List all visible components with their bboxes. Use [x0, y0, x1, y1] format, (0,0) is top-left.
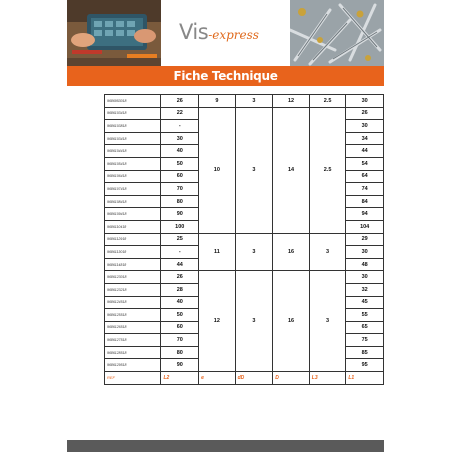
- spec-body: [105, 95, 384, 385]
- ref-cell: 9686114818: [105, 258, 161, 271]
- l1-cell: 85: [346, 346, 384, 359]
- column-label: L2: [161, 372, 199, 385]
- l3-cell: 3: [309, 233, 346, 271]
- banner-title: Fiche Technique: [67, 66, 384, 86]
- l2-cell: 25: [161, 233, 199, 246]
- ref-cell: 9686127518: [105, 334, 161, 347]
- l2-cell: -: [161, 120, 199, 133]
- e-cell: 10: [199, 107, 236, 233]
- footer-bar: [67, 440, 384, 452]
- l1-cell: 55: [346, 309, 384, 322]
- l2-cell: 30: [161, 132, 199, 145]
- ref-cell: 9686124518: [105, 296, 161, 309]
- e-cell: 11: [199, 233, 236, 271]
- d-cell: 14: [273, 107, 310, 233]
- l3-cell: 3: [309, 271, 346, 372]
- dd-cell: 3: [235, 95, 273, 108]
- footer-header-row: [105, 372, 384, 385]
- l1-cell: 65: [346, 321, 384, 334]
- ref-cell: 9686110418: [105, 220, 161, 233]
- l1-cell: 54: [346, 157, 384, 170]
- l1-cell: 34: [346, 132, 384, 145]
- l2-cell: 100: [161, 220, 199, 233]
- table-row: [105, 95, 384, 108]
- l2-cell: 50: [161, 309, 199, 322]
- l2-cell: 80: [161, 195, 199, 208]
- l2-cell: 90: [161, 208, 199, 221]
- header: [67, 0, 384, 66]
- l2-cell: 70: [161, 183, 199, 196]
- l1-cell: 94: [346, 208, 384, 221]
- e-cell: 9: [199, 95, 236, 108]
- l1-cell: 75: [346, 334, 384, 347]
- l1-cell: 26: [346, 107, 384, 120]
- dd-cell: 3: [235, 233, 273, 271]
- column-label: D: [273, 372, 310, 385]
- ref-cell: 9686125518: [105, 309, 161, 322]
- l2-cell: 50: [161, 157, 199, 170]
- ref-cell: 9686109418: [105, 208, 161, 221]
- workshop-photo: [67, 0, 161, 66]
- spec-table: [104, 94, 384, 385]
- d-cell: 16: [273, 233, 310, 271]
- ref-cell: 9686103418: [105, 107, 161, 120]
- l1-cell: 104: [346, 220, 384, 233]
- logo: [179, 20, 289, 50]
- l2-cell: 26: [161, 95, 199, 108]
- l3-cell: 2.5: [309, 107, 346, 233]
- l1-cell: 30: [346, 271, 384, 284]
- table-row: [105, 271, 384, 284]
- table-row: [105, 107, 384, 120]
- l3-cell: 2.5: [309, 95, 346, 108]
- l1-cell: 32: [346, 283, 384, 296]
- ref-cell: 9686128518: [105, 346, 161, 359]
- e-cell: 12: [199, 271, 236, 372]
- l1-cell: 44: [346, 145, 384, 158]
- l2-cell: 80: [161, 346, 199, 359]
- ref-cell: 9686104418: [105, 145, 161, 158]
- l2-cell: 26: [161, 271, 199, 284]
- column-label: L1: [346, 372, 384, 385]
- l1-cell: 30: [346, 95, 384, 108]
- l2-cell: 28: [161, 283, 199, 296]
- ref-cell: 9686123218: [105, 283, 161, 296]
- l1-cell: 48: [346, 258, 384, 271]
- l1-cell: 29: [346, 233, 384, 246]
- l2-cell: 90: [161, 359, 199, 372]
- ref-cell: 9686107418: [105, 183, 161, 196]
- logo-express: -express: [208, 28, 259, 42]
- l1-cell: 84: [346, 195, 384, 208]
- technical-sheet: [67, 0, 384, 452]
- l2-cell: -: [161, 246, 199, 259]
- ref-cell: 9686103818: [105, 120, 161, 133]
- l2-cell: 40: [161, 145, 199, 158]
- l1-cell: 45: [346, 296, 384, 309]
- column-label: e: [199, 372, 236, 385]
- l2-cell: 70: [161, 334, 199, 347]
- ref-cell: 9686103418: [105, 132, 161, 145]
- logo-vis: Vis: [179, 20, 209, 44]
- ref-cell: 9686126518: [105, 321, 161, 334]
- ref-cell: 9686113018: [105, 246, 161, 259]
- l2-cell: 60: [161, 321, 199, 334]
- l1-cell: 95: [346, 359, 384, 372]
- screws-photo: [290, 0, 384, 66]
- l1-cell: 30: [346, 246, 384, 259]
- column-label: dD: [235, 372, 273, 385]
- ref-cell: 9686106418: [105, 170, 161, 183]
- dd-cell: 3: [235, 271, 273, 372]
- l1-cell: 74: [346, 183, 384, 196]
- table-row: [105, 233, 384, 246]
- ref-cell: 9686123018: [105, 271, 161, 284]
- d-cell: 12: [273, 95, 310, 108]
- l1-cell: 30: [346, 120, 384, 133]
- ref-cell: 9686105418: [105, 157, 161, 170]
- ref-cell: 9686112918: [105, 233, 161, 246]
- column-label: L3: [309, 372, 346, 385]
- ref-cell: 9686129518: [105, 359, 161, 372]
- l2-cell: 44: [161, 258, 199, 271]
- dd-cell: 3: [235, 107, 273, 233]
- l1-cell: 64: [346, 170, 384, 183]
- ref-cell: 9686953018: [105, 95, 161, 108]
- l2-cell: 22: [161, 107, 199, 120]
- l2-cell: 40: [161, 296, 199, 309]
- ref-cell: 9686108418: [105, 195, 161, 208]
- d-cell: 16: [273, 271, 310, 372]
- column-label: REF: [105, 372, 161, 385]
- l2-cell: 60: [161, 170, 199, 183]
